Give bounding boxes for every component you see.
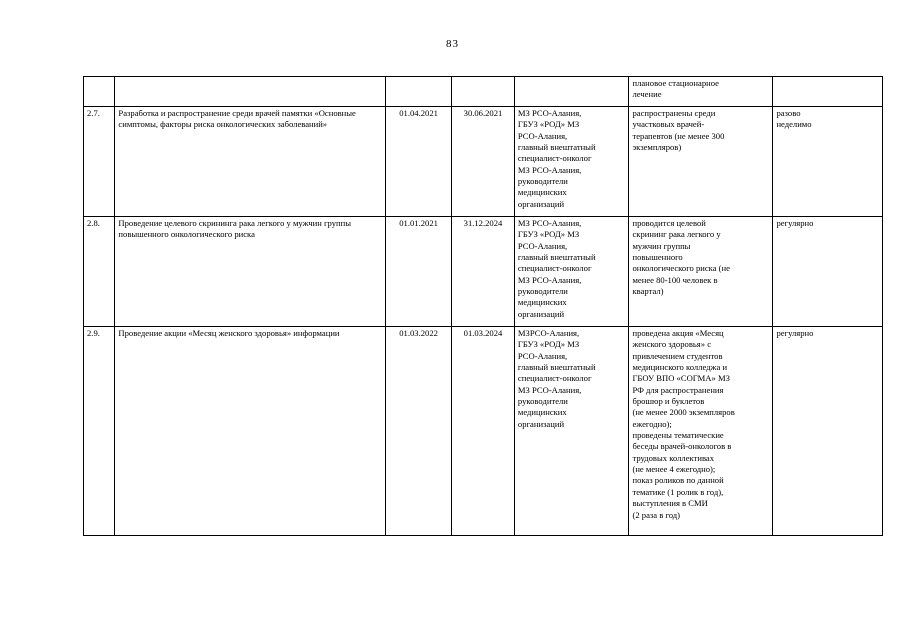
- cell-responsible: МЗ РСО-Алания, ГБУЗ «РОД» МЗ РСО-Алания, главный внештатный специалист-онколог МЗ РСО-Алания, руководители медицинских организаций: [514, 217, 629, 327]
- cell-result: распространены среди участковых врачей- терапевтов (не менее 300 экземпляров): [629, 107, 773, 217]
- table-row: [84, 327, 883, 536]
- cell-number: 2.7.: [84, 107, 115, 217]
- cell-start-date: 01.03.2022: [386, 327, 452, 536]
- cell-end-date: 01.03.2024: [452, 327, 515, 536]
- cell-start-date: 01.04.2021: [386, 107, 452, 217]
- cell-responsible: МЗ РСО-Алания, ГБУЗ «РОД» МЗ РСО-Алания, главный внештатный специалист-онколог МЗ РСО-Алания, руководители медицинских организаций: [514, 107, 629, 217]
- cell-start-date: [386, 77, 452, 107]
- cell-periodicity: [773, 77, 883, 107]
- page-number: 83: [446, 38, 459, 50]
- cell-end-date: 31.12.2024: [452, 217, 515, 327]
- measures-table: [83, 76, 883, 536]
- cell-periodicity: регулярно: [773, 217, 883, 327]
- cell-result: проведена акция «Месяц женского здоровья» с привлечением студентов медицинского колледжа и ГБОУ ВПО «СОГМА» МЗ РФ для распространения брошюр и буклетов (не менее 2000 экземпляров ежегодно); проведены тематические беседы врачей-онкологов в трудовых коллективах (не менее 4 ежегодно); показ роликов по данной тематике (1 ролик в год), выступления в СМИ (2 раза в год): [629, 327, 773, 536]
- cell-periodicity: разово неделимо: [773, 107, 883, 217]
- cell-periodicity: регулярно: [773, 327, 883, 536]
- cell-responsible: [514, 77, 629, 107]
- cell-end-date: 30.06.2021: [452, 107, 515, 217]
- cell-number: 2.9.: [84, 327, 115, 536]
- cell-end-date: [452, 77, 515, 107]
- cell-number: [84, 77, 115, 107]
- table-row: [84, 77, 883, 107]
- cell-start-date: 01.01.2021: [386, 217, 452, 327]
- cell-measure-name: Проведение акции «Месяц женского здоровья» информации: [115, 327, 386, 536]
- cell-measure-name: [115, 77, 386, 107]
- table-row: [84, 107, 883, 217]
- cell-responsible: МЗРСО-Алания, ГБУЗ «РОД» МЗ РСО-Алания, главный внештатный специалист-онколог МЗ РСО-Алания, руководители медицинских организаций: [514, 327, 629, 536]
- cell-result: проводится целевой скрининг рака легкого у мужчин группы повышенного онкологического риска (не менее 80-100 человек в квартал): [629, 217, 773, 327]
- cell-measure-name: Проведение целевого скрининга рака легкого у мужчин группы повышенного онкологического риска: [115, 217, 386, 327]
- table-row: [84, 217, 883, 327]
- cell-number: 2.8.: [84, 217, 115, 327]
- cell-measure-name: Разработка и распространение среди врачей памятки «Основные симптомы, факторы риска онкологических заболеваний»: [115, 107, 386, 217]
- cell-result: плановое стационарное лечение: [629, 77, 773, 107]
